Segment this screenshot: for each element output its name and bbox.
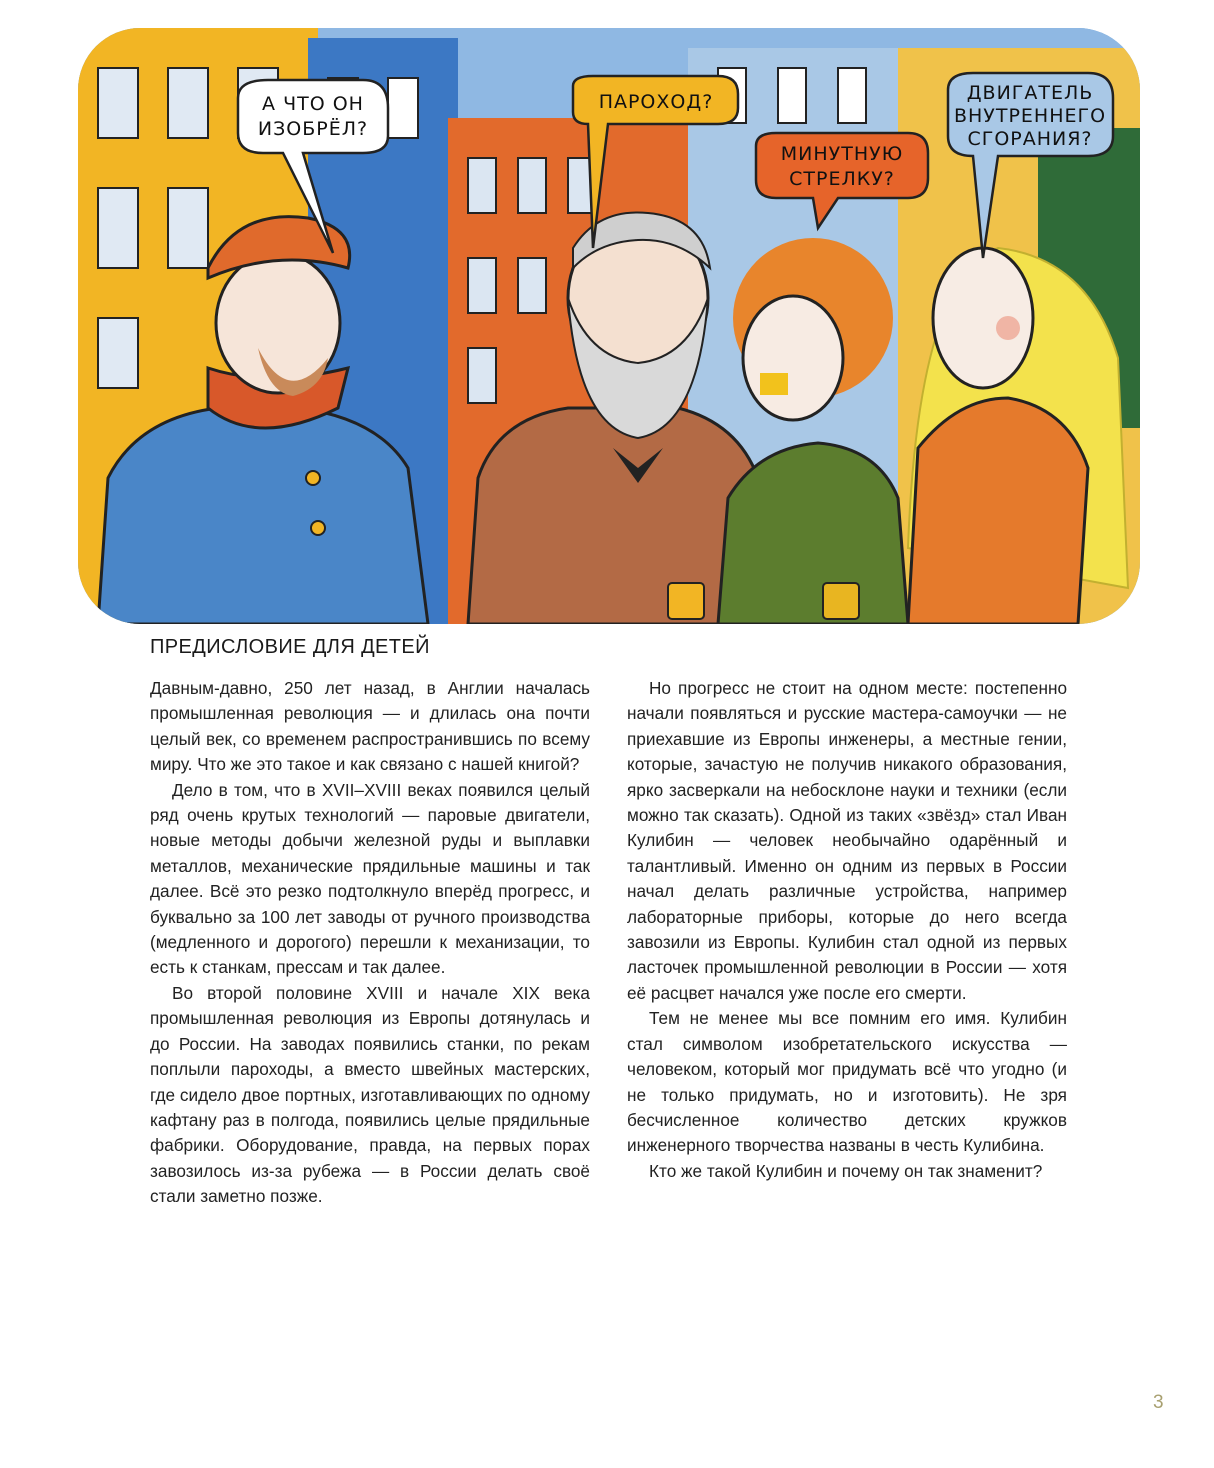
bubble-4-line-2: ВНУТРЕННЕГО [953, 105, 1107, 127]
illustration [78, 28, 1140, 624]
bubble-2-line-1: ПАРОХОД? [598, 91, 714, 113]
paragraph: Во второй половине XVIII и начале XIX века промышленная революция из Европы дотянулась и до России. На заводах появились станки, по рекам поплыли пароходы, а вместо швейных мастерских, где сидело двое портных, изготавливающих по одному кафтану раз в полгода, появились целые прядильные фабрики. Оборудование, правда, на первых порах завозилось из-за рубежа — в России делать своё стали заметно позже. [150, 982, 590, 1207]
bubble-3-line-2: СТРЕЛКУ? [789, 168, 895, 190]
section-title: ПРЕДИСЛОВИЕ ДЛЯ ДЕТЕЙ [150, 636, 430, 658]
page-number: 3 [1153, 1392, 1164, 1413]
bubble-1-line-2: ИЗОБРЁЛ? [257, 118, 369, 140]
paragraph: Кто же такой Кулибин и почему он так знаменит? [649, 1160, 1043, 1181]
paragraph: Давным-давно, 250 лет назад, в Англии началась промышленная революция — и длилась она почти целый век, со временем распространившись по всему миру. Что же это такое и как связано с нашей книгой? [150, 678, 590, 775]
bubble-4-line-3: СГОРАНИЯ? [967, 128, 1093, 150]
right-column [627, 676, 1067, 1184]
left-column [150, 676, 590, 1210]
bubble-4-line-1: ДВИГАТЕЛЬ [966, 82, 1094, 104]
illustration-drawing [78, 28, 1140, 624]
paragraph: Но прогресс не стоит на одном месте: постепенно начали появляться и русские мастера-самоучки — не приехавшие из Европы инженеры, а местные гении, которые, зачастую не получив никакого образования, ярко засверкали на небосклоне науки и техники (если можно так сказать). Одной из таких «звёзд» стал Иван Кулибин — человек необычайно одарённый и талантливый. Именно он одним из первых в России начал делать различные устройства, например лабораторные приборы, которые до него всегда завозили из Европы. Кулибин стал одной из первых ласточек промышленной революции в России — хотя её расцвет начался уже после его смерти. [627, 678, 1067, 1003]
bubble-3-line-1: МИНУТНУЮ [780, 143, 904, 165]
paragraph: Дело в том, что в XVII–XVIII веках появился целый ряд очень крутых технологий — паровые двигатели, новые методы добычи железной руды и выплавки металлов, механические прядильные машины и так далее. Всё это резко подтолкнуло вперёд прогресс, и буквально за 100 лет заводы от ручного производства (медленного и дорогого) перешли к механизации, то есть к станкам, прессам и так далее. [150, 779, 590, 978]
bubble-1-line-1: А ЧТО ОН [262, 93, 364, 115]
paragraph: Тем не менее мы все помним его имя. Кулибин стал символом изобретательского искусства — человеком, который мог придумать всё что угодно (и не только придумать, но и изготовить). Не зря бесчисленное количество детских кружков инженерного творчества названы в честь Кулибина. [627, 1008, 1067, 1156]
